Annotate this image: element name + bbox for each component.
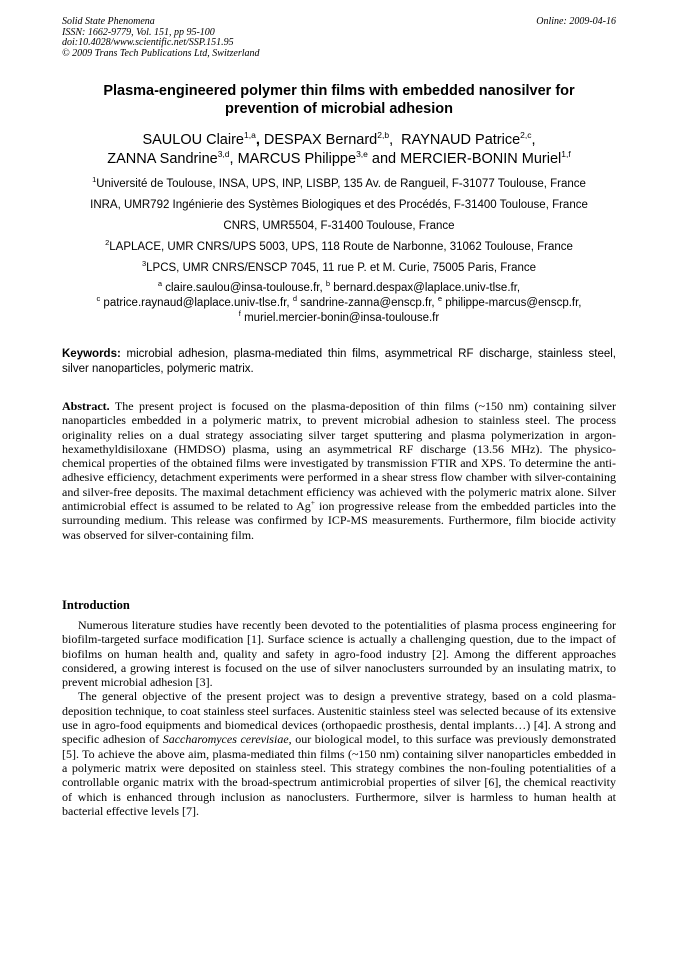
- email-mark: d: [292, 294, 297, 303]
- email-link[interactable]: philippe-marcus@enscp.fr,: [445, 297, 582, 309]
- title-line-1: Plasma-engineered polymer thin films with embedded nanosilver for: [103, 83, 575, 99]
- email-link[interactable]: muriel.mercier-bonin@insa-toulouse.fr: [244, 312, 440, 324]
- paragraph-text: , our biological model, to this surface was previously demonstrated [5]. To achieve the above aim, plasma-mediated thin films (~150 nm) containing silver nanoparticles embedded in a polymeric matrix were deposited on stainless steel. This strategy combines the non-fouling potentialities of a controllable organic matrix with the broad-spectrum antimicrobial properties of silver [6], the chemical reactivity of which is enhanced through inclusion as nanoclusters. Furthermore, silver is harmless to human health at bacterial effective levels [7].: [62, 732, 617, 818]
- species-name: Saccharomyces cerevisiae: [162, 732, 289, 747]
- affiliation-mark: 2: [105, 238, 110, 247]
- affiliation-text: CNRS, UMR5504, F-31400 Toulouse, France: [223, 220, 455, 232]
- author-name: ZANNA Sandrine: [107, 151, 218, 167]
- abstract-text-continued: ion progressive release from the embedded particles into the surrounding medium. This release was confirmed by ICP-MS measurements. Furthermore, film biocide activity was observed for silver-containing film.: [62, 499, 617, 542]
- email-mark: a: [157, 279, 163, 288]
- affiliation-text: INRA, UMR792 Ingénierie des Systèmes Biologiques et des Procédés, F-31400 Toulouse, France: [90, 199, 588, 211]
- paragraph: Numerous literature studies have recently been devoted to the potentialities of plasma process engineering for biofilm-targeted surface modification [1]. Surface science is actually a challenging question, due to the impact of biofilms on human health and, quality and safety in agro-food industry [2]. Among the different approaches considered, a growing interest is focused on the use of silver nanoclusters surrounded by an insulating matrix, to prevent microbial adhesion [3].: [62, 618, 616, 690]
- paragraph: [62, 689, 616, 818]
- email-mark: e: [437, 294, 442, 303]
- author-name: RAYNAUD Patrice: [401, 132, 521, 148]
- keywords-text: microbial adhesion, plasma-mediated thin films, asymmetrical RF discharge, stainless steel, silver nanoparticles, polymeric matrix.: [62, 348, 616, 375]
- ion-charge-superscript: +: [310, 498, 316, 508]
- online-date: Online: 2009-04-16: [536, 16, 616, 27]
- email-mark: f: [238, 309, 241, 318]
- affiliation-1: [40, 177, 638, 191]
- abstract-label: Abstract.: [62, 399, 110, 413]
- affiliation-3: [40, 261, 638, 275]
- author-list: [62, 131, 616, 169]
- email-link[interactable]: sandrine-zanna@enscp.fr,: [300, 297, 435, 309]
- author-affil-mark: 3,d: [217, 149, 230, 159]
- author-affil-mark: 2,c: [520, 130, 532, 140]
- author-affil-mark: 2,b: [377, 130, 390, 140]
- doi-line: doi:10.4028/www.scientific.net/SSP.151.95: [62, 37, 234, 48]
- affiliation-text: LPCS, UMR CNRS/ENSCP 7045, 11 rue P. et M. Curie, 75005 Paris, France: [146, 262, 537, 274]
- affiliation-mark: 3: [141, 259, 147, 268]
- abstract-section: [62, 399, 616, 542]
- email-line-2: [40, 296, 638, 311]
- authors-line-1: SAULOU Claire$^{1,a}$, DESPAX Bernard$^{2,b}$, RAYNAUD Patrice$^{2,c}$,: [142, 130, 536, 148]
- author-affil-mark: 3,e: [356, 149, 368, 159]
- journal-header: [62, 17, 616, 59]
- affiliation-mark: 1: [92, 175, 97, 184]
- email-mark: b: [325, 279, 331, 288]
- abstract-text: The present project is focused on the plasma-deposition of thin films (~150 nm) containing silver nanoparticles embedded in a polymeric matrix, to prevent microbial adhesion to stainless steel. The process originality relies on a dual strategy associating silver target sputtering and plasma polymerization in argon-hexamethyldisiloxane (HMDSO) plasma, using an asymmetrical RF discharge (13.56 MHz). The physico-chemical properties of the obtained films were investigated by transmission FTIR and XPS. To determine the anti-adhesive efficiency, detachment experiments were performed in a shear stress flow chamber with silver-containing and silver-free deposits. The maximal detachment efficiency was achieved with the polymeric matrix alone. Silver antimicrobial effect is assumed to be related to Ag: [62, 399, 616, 514]
- email-list: [40, 281, 638, 326]
- email-mark: c: [96, 294, 101, 303]
- email-link[interactable]: patrice.raynaud@laplace.univ-tlse.fr,: [103, 297, 290, 309]
- author-name: MARCUS Philippe: [237, 151, 357, 167]
- issn-line: ISSN: 1662-9779, Vol. 151, pp 95-100: [62, 26, 215, 38]
- email-link[interactable]: claire.saulou@insa-toulouse.fr,: [165, 282, 323, 294]
- author-name: DESPAX Bernard: [263, 132, 378, 148]
- affiliation-1-line-3: [40, 219, 638, 233]
- affiliation-text: Université de Toulouse, INSA, UPS, INP, LISBP, 135 Av. de Rangueil, F-31077 Toulouse, France: [96, 178, 586, 190]
- affiliation-2: [40, 240, 638, 254]
- paragraph-text: The general objective of the present project was to design a preventive strategy, based on a cold plasma-deposition technique, to coat stainless steel surfaces. Austenitic stainless steel was selected because of its extensive use in agro-food equipments and biomedical devices (orthopaedic prosthesis, dental implants…) [4]. A strong and specific adhesion of: [62, 689, 616, 747]
- affiliation-1-line-2: [40, 198, 638, 212]
- journal-name: Solid State Phenomena: [62, 16, 155, 27]
- copyright-line: © 2009 Trans Tech Publications Ltd, Switzerland: [62, 47, 260, 59]
- authors-line-2: ZANNA Sandrine$^{3,d}$, MARCUS Philippe$^{3,e}$ and MERCIER-BONIN Muriel$^{1,f}$: [107, 149, 571, 167]
- author-affil-mark: 1,a: [243, 130, 256, 140]
- email-link[interactable]: bernard.despax@laplace.univ-tlse.fr,: [333, 282, 521, 294]
- introduction-body: [62, 618, 616, 818]
- email-line-1: [40, 281, 638, 296]
- keywords-label: Keywords:: [62, 348, 121, 360]
- keywords-section: [62, 347, 616, 377]
- author-affil-mark: 1,f: [561, 149, 571, 159]
- paper-title: [62, 82, 616, 118]
- affiliation-text: LAPLACE, UMR CNRS/UPS 5003, UPS, 118 Route de Narbonne, 31062 Toulouse, France: [109, 241, 573, 253]
- author-name: MERCIER-BONIN Muriel: [400, 151, 562, 167]
- introduction-heading: Introduction: [62, 598, 130, 612]
- email-line-3: [40, 311, 638, 326]
- title-line-2: prevention of microbial adhesion: [224, 101, 453, 117]
- author-name: SAULOU Claire: [142, 132, 244, 148]
